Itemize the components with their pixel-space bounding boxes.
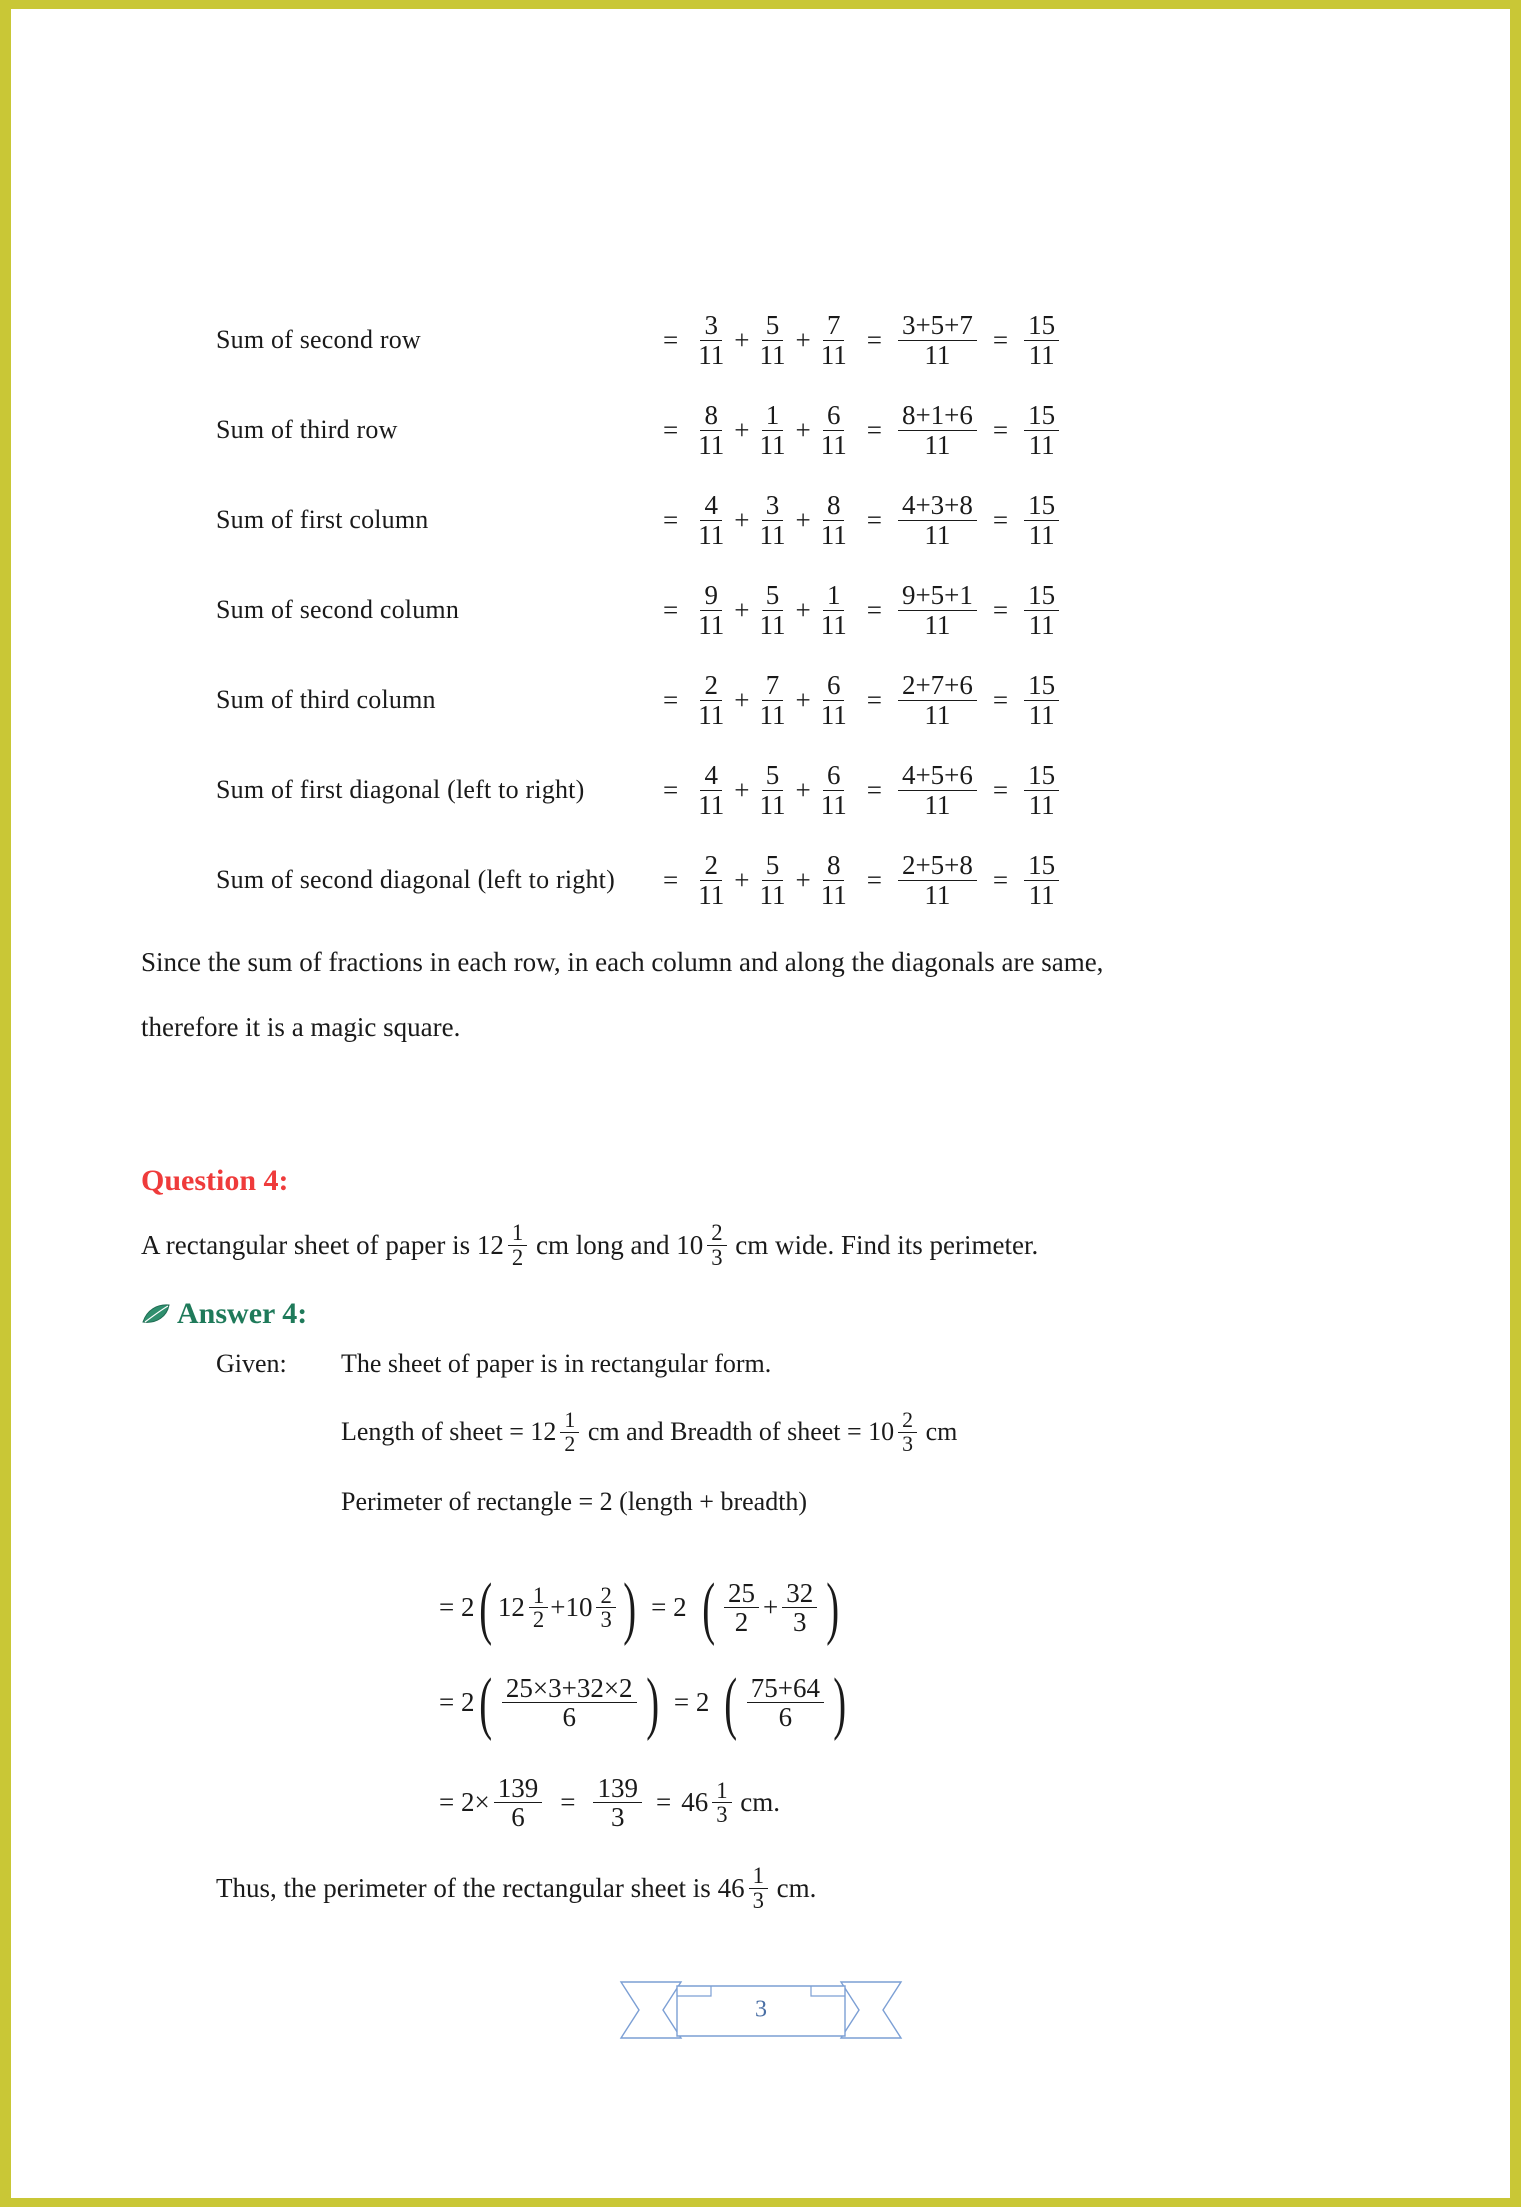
equals-sign: = — [663, 324, 679, 355]
plus-sign: + — [734, 594, 750, 625]
calculation-step-2 — [439, 1663, 851, 1742]
mixed-number: 10 $\frac{2}{3}$ — [676, 1221, 728, 1270]
sum-row — [11, 385, 1411, 475]
equals-sign: = — [992, 864, 1009, 895]
equals-sign: = — [992, 684, 1009, 715]
length-prefix: Length of sheet = — [341, 1417, 531, 1447]
question-text-part2: cm long and — [529, 1229, 677, 1260]
answer-conclusion — [216, 1864, 816, 1913]
mixed-number: 12 $\frac{1}{2}$ — [530, 1409, 581, 1456]
step1-eq: = 2 — [439, 1592, 475, 1623]
mixed-number: 46 $\frac{1}{3}$ — [681, 1779, 733, 1828]
fraction-combined: $\frac{3+5+7}{11}$ — [898, 311, 977, 369]
fraction-term: $\frac{8}{11}$ — [820, 490, 847, 550]
fraction-result: $\frac{15}{11}$ — [1024, 311, 1059, 369]
sum-row-expression — [651, 311, 1063, 369]
sum-row — [11, 745, 1411, 835]
mixed-number: 12 $\frac{1}{2}$ — [498, 1584, 550, 1633]
mixed-number: 12 $\frac{1}{2}$ — [477, 1221, 529, 1270]
plus-sign: + — [734, 324, 750, 355]
page-number: 3 — [755, 1996, 767, 2023]
answer-heading-label: Answer 4: — [177, 1297, 308, 1330]
document-page — [11, 9, 1510, 2198]
conclusion-prefix: Thus, the perimeter of the rectangular sheet is — [216, 1872, 718, 1903]
equals-sign: = — [663, 594, 679, 625]
fraction-result: $\frac{15}{11}$ — [1024, 401, 1059, 459]
mixed-number: 10 $\frac{2}{3}$ — [565, 1584, 617, 1633]
fraction-combined: $\frac{2+7+6}{11}$ — [898, 671, 977, 729]
equals-sign: = — [866, 504, 882, 535]
fraction-combined: $\frac{2+5+8}{11}$ — [898, 851, 977, 909]
sum-row-expression — [651, 671, 1063, 729]
conclusion-line-2: therefore it is a magic square. — [141, 1012, 461, 1042]
fraction-term: $\frac{8}{11}$ — [820, 850, 847, 910]
plus-sign: + — [734, 504, 750, 535]
plus-sign: + — [763, 1592, 779, 1623]
equals-sign: = — [992, 774, 1009, 805]
step2-eq2: = 2 — [673, 1687, 710, 1718]
plus-sign: + — [795, 414, 811, 445]
sum-row — [11, 835, 1411, 925]
calculation-step-1 — [439, 1568, 845, 1647]
fraction-result: $\frac{15}{11}$ — [1024, 671, 1059, 729]
equals-sign: = — [663, 504, 679, 535]
equals-sign: = — [663, 774, 679, 805]
sum-row-label: Sum of third row — [216, 415, 398, 444]
equals-sign: = — [663, 414, 679, 445]
given-text: The sheet of paper is in rectangular form. — [341, 1349, 772, 1378]
fraction: $\frac{25\times 3+32\times 2}{6}$ — [502, 1674, 637, 1732]
fraction-term: $\frac{1}{11}$ — [820, 580, 847, 640]
sum-row-expression — [651, 491, 1063, 549]
mixed-number: 46 $\frac{1}{3}$ — [718, 1864, 770, 1913]
fraction-term: $\frac{7}{11}$ — [759, 670, 786, 730]
sum-row-expression — [651, 761, 1063, 819]
leaf-icon — [141, 1302, 171, 1326]
question-heading: Question 4: — [141, 1164, 289, 1197]
calculation-step-3 — [439, 1774, 780, 1832]
plus-sign: + — [734, 864, 750, 895]
plus-sign: + — [734, 684, 750, 715]
sum-row-expression — [651, 401, 1063, 459]
equals-sign: = — [866, 774, 882, 805]
fraction-result: $\frac{15}{11}$ — [1024, 761, 1059, 819]
step3-unit: cm. — [733, 1787, 781, 1818]
equals-sign: = — [992, 414, 1009, 445]
sum-row-label: Sum of third column — [216, 685, 436, 714]
plus-sign: + — [734, 414, 750, 445]
given-label: Given: — [216, 1349, 287, 1378]
plus-sign: + — [795, 864, 811, 895]
perimeter-formula: Perimeter of rectangle = 2 (length + breadth) — [341, 1487, 808, 1516]
answer-heading — [141, 1297, 307, 1331]
equals-sign: = — [866, 414, 882, 445]
conclusion-suffix: cm. — [769, 1872, 817, 1903]
page-number-ribbon — [619, 1974, 903, 2046]
equals-sign: = — [866, 594, 882, 625]
question-text-part3: cm wide. Find its perimeter. — [728, 1229, 1039, 1260]
conclusion-line-1: Since the sum of fractions in each row, in each column and along the diagonals are same, — [141, 947, 1104, 977]
sum-row-label: Sum of second column — [216, 595, 460, 624]
plus-sign: + — [795, 324, 811, 355]
fraction-term: $\frac{2}{11}$ — [698, 850, 725, 910]
step2-eq: = 2 — [439, 1687, 475, 1718]
equals-sign: = — [992, 504, 1009, 535]
fraction-term: $\frac{5}{11}$ — [759, 580, 786, 640]
fraction: $\frac{32}{3}$ — [782, 1579, 817, 1637]
fraction-result: $\frac{15}{11}$ — [1024, 851, 1059, 909]
sum-row-expression — [651, 851, 1063, 909]
equals-sign: = — [866, 684, 882, 715]
parenthesised-group: ( 12 $\frac{1}{2}$ + 10 $\frac{2}{3}$ ) — [479, 1568, 636, 1647]
length-suffix: cm — [919, 1417, 958, 1447]
equals-sign: = — [992, 594, 1009, 625]
equals-sign: = — [866, 864, 882, 895]
fraction-term: $\frac{4}{11}$ — [698, 760, 725, 820]
sum-row — [11, 565, 1411, 655]
fraction-term: $\frac{6}{11}$ — [820, 760, 847, 820]
plus-sign: + — [795, 774, 811, 805]
fraction-term: $\frac{6}{11}$ — [820, 400, 847, 460]
fraction: $\frac{75+64}{6}$ — [747, 1674, 824, 1732]
step3-eq2: = — [560, 1787, 576, 1818]
fraction-term: $\frac{2}{11}$ — [698, 670, 725, 730]
question-text-part1: A rectangular sheet of paper is — [141, 1229, 477, 1260]
sum-row — [11, 655, 1411, 745]
sum-row-label: Sum of second row — [216, 325, 421, 354]
fraction-term: $\frac{1}{11}$ — [759, 400, 786, 460]
fraction-term: $\frac{9}{11}$ — [698, 580, 725, 640]
page-content — [11, 9, 1510, 2198]
step3-eq: = 2× — [439, 1787, 490, 1818]
fraction-combined: $\frac{4+5+6}{11}$ — [898, 761, 977, 819]
sum-row-label: Sum of first diagonal (left to right) — [216, 775, 585, 804]
parenthesised-group: ( $\frac{25}{2}$ + $\frac{32}{3}$ ) — [701, 1568, 840, 1647]
fraction-combined: $\frac{9+5+1}{11}$ — [898, 581, 977, 639]
fraction-term: $\frac{3}{11}$ — [759, 490, 786, 550]
plus-sign: + — [795, 684, 811, 715]
plus-sign: + — [550, 1592, 566, 1623]
fraction-term: $\frac{5}{11}$ — [759, 850, 786, 910]
fraction-term: $\frac{5}{11}$ — [759, 310, 786, 370]
fraction-result: $\frac{15}{11}$ — [1024, 491, 1059, 549]
fraction-term: $\frac{4}{11}$ — [698, 490, 725, 550]
length-breadth-line — [341, 1409, 957, 1456]
step3-eq3: = — [655, 1787, 672, 1818]
question-text — [141, 1221, 1038, 1270]
sum-row-label: Sum of first column — [216, 505, 429, 534]
step1-eq2: = 2 — [651, 1592, 687, 1623]
equals-sign: = — [663, 864, 679, 895]
sum-row — [11, 295, 1411, 385]
sum-row — [11, 475, 1411, 565]
equals-sign: = — [663, 684, 679, 715]
length-mid: cm and Breadth of sheet = — [581, 1417, 869, 1447]
fraction-term: $\frac{7}{11}$ — [820, 310, 847, 370]
equals-sign: = — [992, 324, 1009, 355]
sum-row-expression — [651, 581, 1063, 639]
fraction-term: $\frac{6}{11}$ — [820, 670, 847, 730]
plus-sign: + — [795, 594, 811, 625]
mixed-number: 10 $\frac{2}{3}$ — [868, 1409, 919, 1456]
fraction: $\frac{25}{2}$ — [724, 1579, 759, 1637]
magic-square-sums — [11, 295, 1411, 925]
fraction-result: $\frac{15}{11}$ — [1024, 581, 1059, 639]
parenthesised-group: ( $\frac{25\times 3+32\times 2}{6}$ ) — [479, 1663, 659, 1742]
fraction: $\frac{139}{3}$ — [593, 1774, 642, 1832]
fraction-term: $\frac{3}{11}$ — [698, 310, 725, 370]
plus-sign: + — [734, 774, 750, 805]
plus-sign: + — [795, 504, 811, 535]
fraction-term: $\frac{5}{11}$ — [759, 760, 786, 820]
fraction-term: $\frac{8}{11}$ — [698, 400, 725, 460]
parenthesised-group: ( $\frac{75+64}{6}$ ) — [724, 1663, 847, 1742]
sum-row-label: Sum of second diagonal (left to right) — [216, 865, 615, 894]
equals-sign: = — [866, 324, 882, 355]
fraction-combined: $\frac{8+1+6}{11}$ — [898, 401, 977, 459]
fraction-combined: $\frac{4+3+8}{11}$ — [898, 491, 977, 549]
fraction: $\frac{139}{6}$ — [494, 1774, 543, 1832]
